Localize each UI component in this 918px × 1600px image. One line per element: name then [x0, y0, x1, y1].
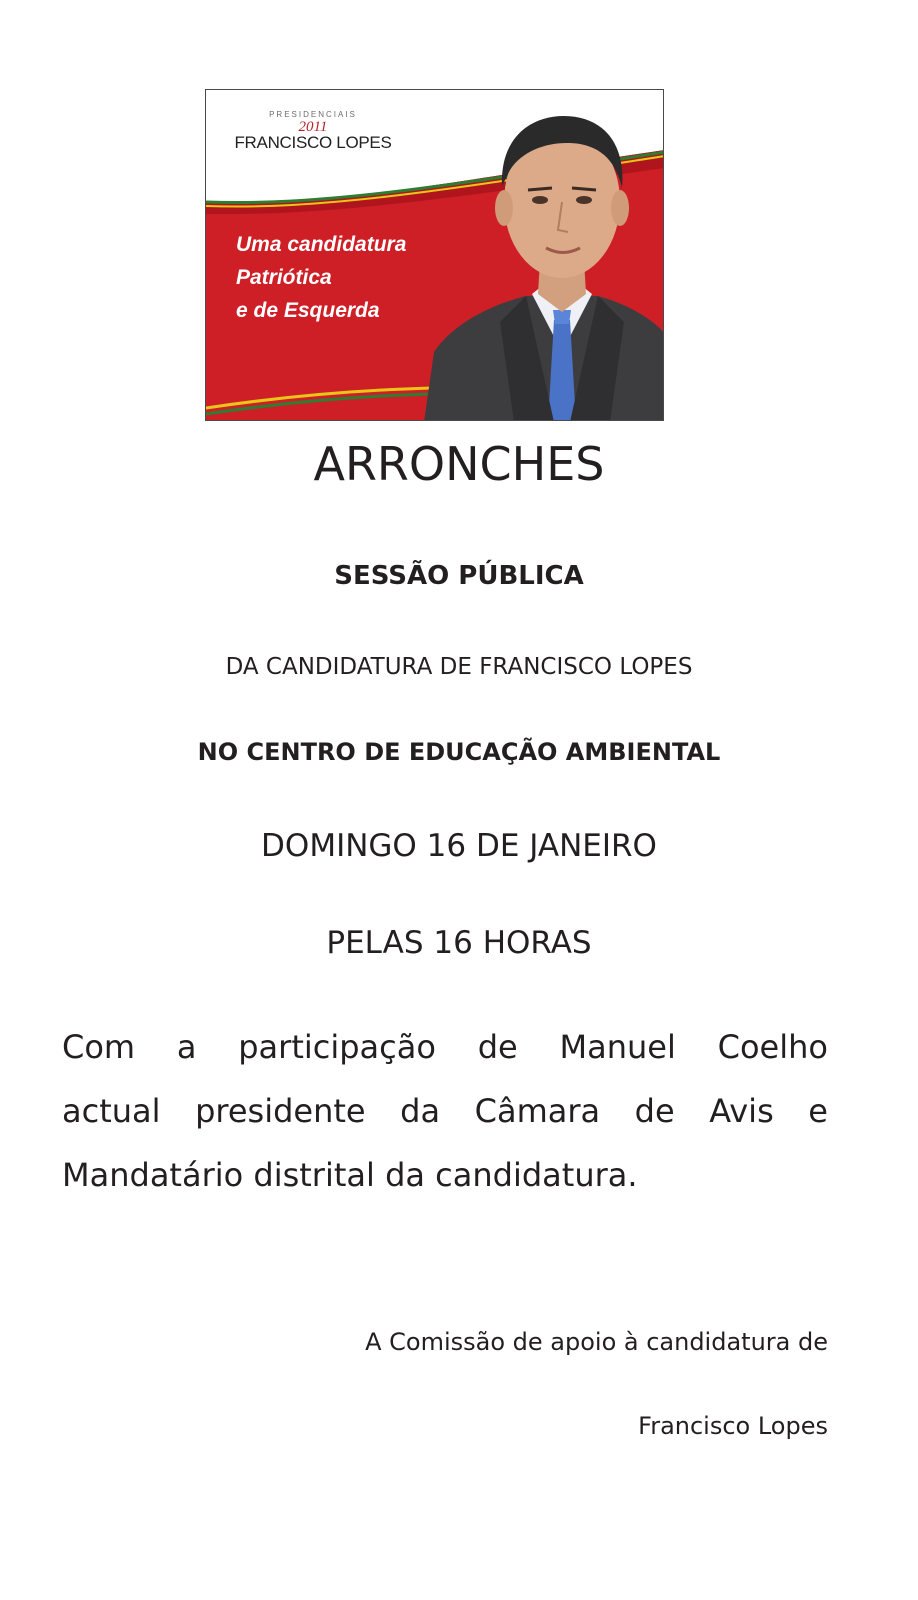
event-date: DOMINGO 16 DE JANEIRO — [261, 828, 657, 864]
campaign-banner — [205, 89, 664, 421]
paragraph-line — [62, 1143, 828, 1207]
page-title: ARRONCHES — [313, 437, 605, 491]
word: da — [400, 1092, 441, 1130]
campaign-logo — [218, 110, 408, 152]
event-organizer: DA CANDIDATURA DE FRANCISCO LOPES — [225, 654, 693, 680]
word: e — [808, 1092, 828, 1130]
word: de — [634, 1092, 675, 1130]
logo-candidate-name: FRANCISCO LOPES — [234, 133, 392, 152]
paragraph-last-line: Mandatário distrital da candidatura. — [62, 1156, 638, 1194]
word: Manuel — [559, 1028, 676, 1066]
word: participação — [238, 1028, 436, 1066]
word: Avis — [709, 1092, 774, 1130]
slogan-line: e de Esquerda — [236, 299, 380, 322]
word: Com — [62, 1028, 136, 1066]
word: a — [176, 1028, 197, 1066]
campaign-slogan — [236, 228, 406, 327]
paragraph-line — [62, 1079, 828, 1143]
signature-line: A Comissão de apoio à candidatura de — [365, 1328, 828, 1356]
word: actual — [62, 1092, 161, 1130]
word: presidente — [195, 1092, 366, 1130]
paragraph-line — [62, 1015, 828, 1079]
signature-name: Francisco Lopes — [638, 1412, 828, 1440]
slogan-line: Uma candidatura — [236, 233, 407, 256]
event-heading: SESSÃO PÚBLICA — [334, 561, 584, 591]
logo-year: 2011 — [298, 119, 328, 135]
word: de — [477, 1028, 518, 1066]
participation-paragraph — [62, 1015, 828, 1207]
candidate-portrait — [414, 90, 664, 421]
event-time: PELAS 16 HORAS — [326, 925, 592, 961]
word: Coelho — [717, 1028, 828, 1066]
slogan-line: Patriótica — [236, 266, 332, 289]
logo-presidenciais: PRESIDENCIAIS — [269, 110, 357, 119]
event-venue: NO CENTRO DE EDUCAÇÃO AMBIENTAL — [197, 738, 721, 766]
word: Câmara — [474, 1092, 601, 1130]
